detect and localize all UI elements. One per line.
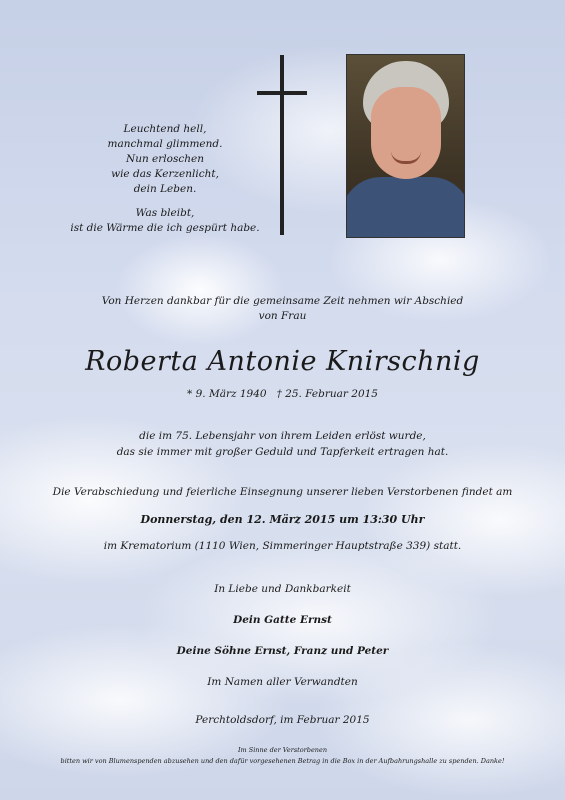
husband-line: Dein Gatte Ernst [233,614,332,626]
portrait-photo [346,54,465,238]
relatives-line: Im Namen aller Verwandten [207,676,358,688]
poem-line: Was bleibt, [135,207,195,219]
description-line: das sie immer mit großer Geduld und Tapferkeit ertragen hat. [116,446,449,458]
poem-line: ist die Wärme die ich gespürt habe. [70,222,260,234]
cross-icon [257,55,309,235]
intro-line: Von Herzen dankbar für die gemeinsame Zeit nehmen wir Abschied [101,295,464,307]
deceased-name: Roberta Antonie Knirschnig [85,346,480,377]
poem [60,122,270,245]
ceremony-place: im Krematorium (1110 Wien, Simmeringer Hauptstraße 339) statt. [103,540,462,552]
ceremony-datetime: Donnerstag, den 12. März 2015 um 13:30 Uhr [140,513,425,526]
description-line: die im 75. Lebensjahr von ihrem Leiden erlöst wurde, [139,430,426,442]
poem-line: wie das Kerzenlicht, [111,168,219,180]
note-line: Im Sinne der Verstorbenen [237,746,328,754]
poem-stanza-1 [60,122,270,197]
life-dates: * 9. März 1940 † 25. Februar 2015 [187,388,378,400]
love-line: In Liebe und Dankbarkeit [214,583,351,595]
location-date: Perchtoldsdorf, im Februar 2015 [195,714,370,726]
poem-line: manchmal glimmend. [107,138,223,150]
poem-line: dein Leben. [133,183,197,195]
poem-stanza-2 [60,206,270,236]
description [60,428,505,460]
poem-line: Nun erloschen [126,153,204,165]
intro-text [80,294,485,324]
sons-line: Deine Söhne Ernst, Franz und Peter [176,645,389,657]
intro-line: von Frau [258,310,307,322]
ceremony-text: Die Verabschiedung und feierliche Einsegnung unserer lieben Verstorbenen findet am [52,486,513,498]
note-line: bitten wir von Blumenspenden abzusehen und den dafür vorgesehenen Betrag in die Box in der Aufbahrungshalle zu spenden. Danke! [60,757,505,765]
poem-line: Leuchtend hell, [123,123,207,135]
footer-note [30,745,535,767]
